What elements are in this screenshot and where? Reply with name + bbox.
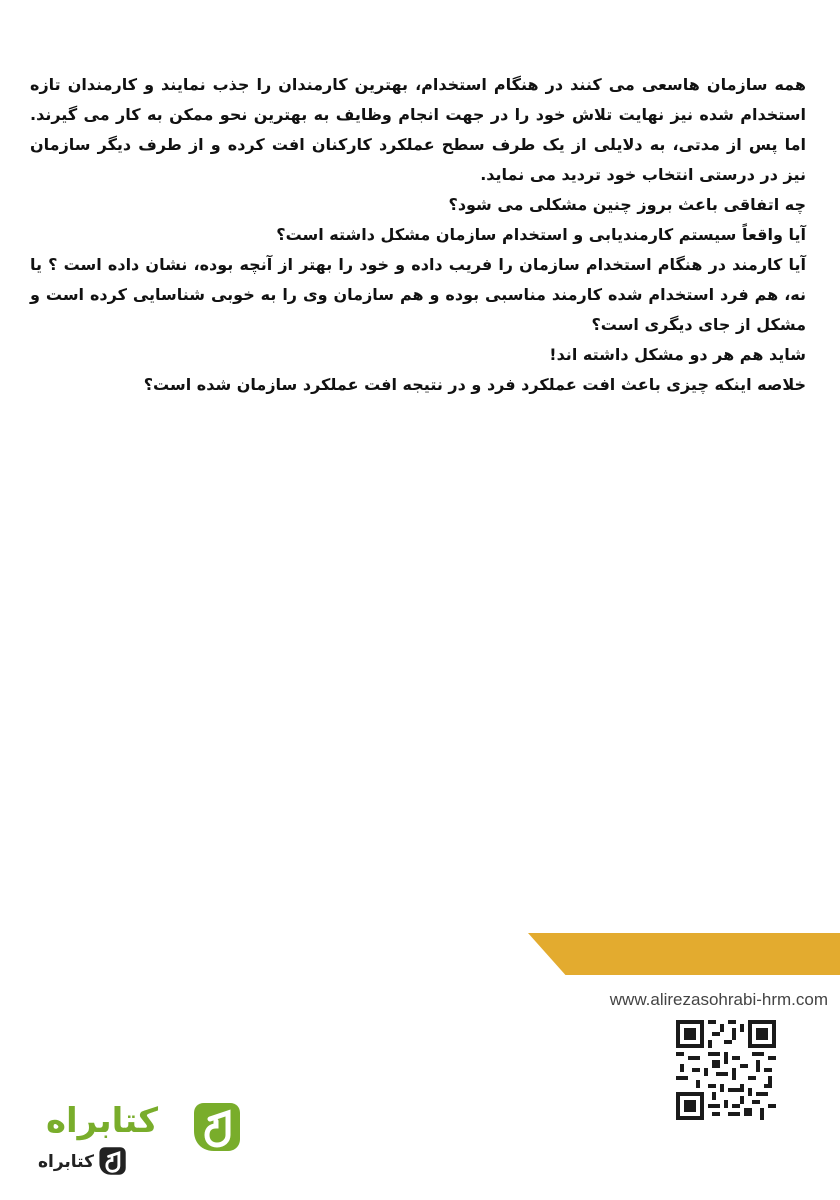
paragraph-intro: همه سازمان هاسعی می کنند در هنگام استخدام، بهترین کارمندان را جذب نمایند و کارمندان تازه استخدام شده نیز نهایت تلاش خود را در جهت انجام وظایف به بهترین نحو ممکن به کار می گیرند. اما پس از مدتی، به دلایلی از یک طرف سطح عملکرد کارکنان افت کرده و از طرف دیگر سازمان نیز در درستی انتخاب خود تردید می نماید. xyxy=(30,75,806,184)
body-text xyxy=(30,70,806,400)
publisher-logo-small-text: کتابراه xyxy=(37,1152,94,1172)
book-mark-icon xyxy=(188,1099,244,1155)
paragraph-question-1: چه اتفاقی باعث بروز چنین مشکلی می شود؟ xyxy=(448,195,806,214)
qr-code-icon xyxy=(676,1020,776,1120)
website-url[interactable]: www.alirezasohrabi-hrm.com xyxy=(609,990,828,1009)
paragraph-summary: خلاصه اینکه چیزی باعث افت عملکرد فرد و در نتیجه افت عملکرد سازمان شده است؟ xyxy=(143,375,806,394)
accent-band xyxy=(528,933,840,975)
publisher-logo-text: کتابراه xyxy=(45,1101,158,1141)
paragraph-both: شاید هم هر دو مشکل داشته اند! xyxy=(549,345,806,364)
publisher-logo-small xyxy=(34,1140,130,1182)
book-mark-small-icon xyxy=(96,1144,128,1178)
paragraph-question-3: آیا کارمند در هنگام استخدام سازمان را فریب داده و خود را بهتر از آنچه بوده، نشان داده است ؟ یا نه، هم فرد استخدام شده کارمند مناسبی بوده و هم سازمان وی را به خوبی شناسایی کرده است و مشکل از جای دیگری است؟ xyxy=(30,255,806,334)
paragraph-question-2: آیا واقعاً سیستم کارمندیابی و استخدام سازمان مشکل داشته است؟ xyxy=(276,225,806,244)
